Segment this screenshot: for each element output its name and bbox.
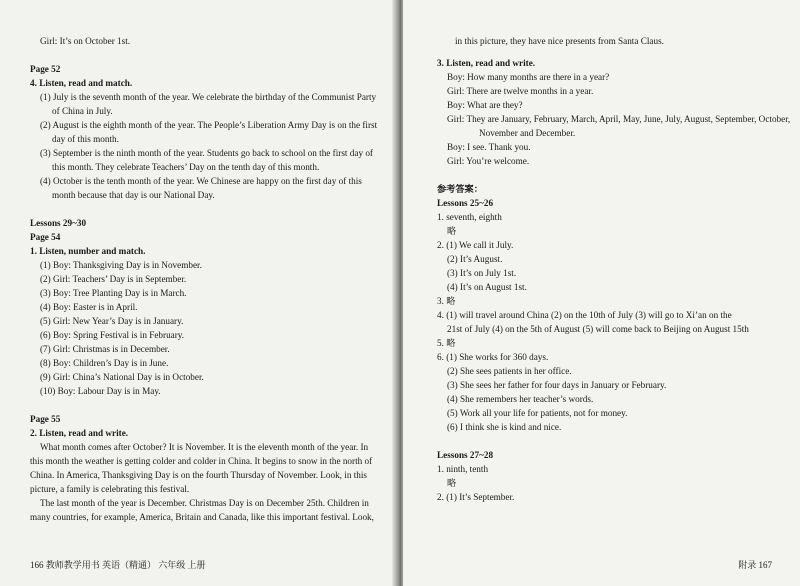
paragraph-line: What month comes after October? It is November. It is the eleventh month of the year. In <box>40 442 369 452</box>
list-item: (5) Girl: New Year’s Day is in January. <box>40 316 184 326</box>
answer-line: 6. (1) She works for 360 days. <box>437 352 549 362</box>
list-item: (9) Girl: China’s National Day is in October. <box>40 372 204 382</box>
text-line: Girl: It’s on October 1st. <box>40 36 131 46</box>
list-item: (4) Boy: Easter is in April. <box>40 302 138 312</box>
exercise-heading: 2. Listen, read and write. <box>30 428 129 438</box>
paragraph-line: China. In America, Thanksgiving Day is on the fourth Thursday of November. Look, in this <box>30 470 367 480</box>
dialogue-line: Boy: What are they? <box>447 100 523 110</box>
text-line: month because that day is our National Day. <box>52 190 215 200</box>
text-line: (3) September is the ninth month of the year. Students go back to school on the first day of <box>40 148 373 158</box>
section-title: Page 54 <box>30 232 61 242</box>
list-item: (8) Boy: Children’s Day is in June. <box>40 358 169 368</box>
dialogue-line: Boy: How many months are there in a year? <box>447 72 610 82</box>
exercise-heading: 4. Listen, read and match. <box>30 78 133 88</box>
answer-line: 1. seventh, eighth <box>437 212 502 222</box>
list-item: (6) Boy: Spring Festival is in February. <box>40 330 185 340</box>
right-page <box>403 0 800 586</box>
section-title: Page 55 <box>30 414 61 424</box>
answer-line: 4. (1) will travel around China (2) on the 10th of July (3) will go to Xi’an on the <box>437 310 732 320</box>
left-page <box>0 0 397 586</box>
answer-line: 5. 略 <box>437 338 456 348</box>
dialogue-line: Girl: They are January, February, March, April, May, June, July, August, September, October, <box>447 114 791 124</box>
section-title: Lessons 29~30 <box>30 218 87 228</box>
answer-line: (3) She sees her father for four days in January or February. <box>447 380 667 390</box>
answer-line: 1. ninth, tenth <box>437 464 489 474</box>
dialogue-line: Girl: You’re welcome. <box>447 156 530 166</box>
section-title: Lessons 25~26 <box>437 198 494 208</box>
page-footer: 166 教师教学用书 英语（精通） 六年级 上册 <box>30 560 206 570</box>
answer-line: (3) It’s on July 1st. <box>447 268 517 278</box>
dialogue-line: Boy: I see. Thank you. <box>447 142 531 152</box>
list-item: (10) Boy: Labour Day is in May. <box>40 386 161 396</box>
list-item: (2) Girl: Teachers’ Day is in September. <box>40 274 187 284</box>
answer-line: (4) It’s on August 1st. <box>447 282 527 292</box>
text-line: of China in July. <box>52 106 113 116</box>
section-title: Lessons 27~28 <box>437 450 494 460</box>
text-line: (4) October is the tenth month of the year. We Chinese are happy on the first day of this <box>40 176 362 186</box>
answer-line: (2) It’s August. <box>447 254 503 264</box>
exercise-heading: 1. Listen, number and match. <box>30 246 146 256</box>
text-line: (1) July is the seventh month of the year. We celebrate the birthday of the Communist Party <box>40 92 377 102</box>
page-footer: 附录 167 <box>738 560 772 570</box>
dialogue-line: Girl: There are twelve months in a year. <box>447 86 594 96</box>
answer-line: 3. 略 <box>437 296 456 306</box>
paragraph-line: many countries, for example, America, Britain and Canada, like this important festival. Look, <box>30 512 374 522</box>
text-line: day of this month. <box>52 134 119 144</box>
text-line: in this picture, they have nice presents from Santa Claus. <box>455 36 664 46</box>
list-item: (7) Girl: Christmas is in December. <box>40 344 170 354</box>
dialogue-line: November and December. <box>479 128 576 138</box>
answer-line: (6) I think she is kind and nice. <box>447 422 562 432</box>
answers-title: 参考答案： <box>437 184 483 194</box>
section-title: Page 52 <box>30 64 61 74</box>
answer-line: 2. (1) It’s September. <box>437 492 515 502</box>
list-item: (3) Boy: Tree Planting Day is in March. <box>40 288 187 298</box>
answer-line: (5) Work all your life for patients, not for money. <box>447 408 628 418</box>
paragraph-line: this month the weather is getting colder and colder in China. It begins to snow in the north of <box>30 456 373 466</box>
exercise-heading: 3. Listen, read and write. <box>437 58 536 68</box>
answer-line: 2. (1) We call it July. <box>437 240 514 250</box>
answer-line: 略 <box>447 226 457 236</box>
text-line: this month. They celebrate Teachers’ Day on the tenth day of this month. <box>52 162 320 172</box>
answer-line: (4) She remembers her teacher’s words. <box>447 394 594 404</box>
answer-line: (2) She sees patients in her office. <box>447 366 572 376</box>
list-item: (1) Boy: Thanksgiving Day is in November. <box>40 260 202 270</box>
answer-line: 21st of July (4) on the 5th of August (5) will come back to Beijing on August 15th <box>447 324 749 334</box>
paragraph-line: The last month of the year is December. Christmas Day is on December 25th. Children in <box>40 498 369 508</box>
text-line: (2) August is the eighth month of the year. The People’s Liberation Army Day is on the first <box>40 120 378 130</box>
answer-line: 略 <box>447 478 457 488</box>
paragraph-line: picture, a family is celebrating this festival. <box>30 484 190 494</box>
